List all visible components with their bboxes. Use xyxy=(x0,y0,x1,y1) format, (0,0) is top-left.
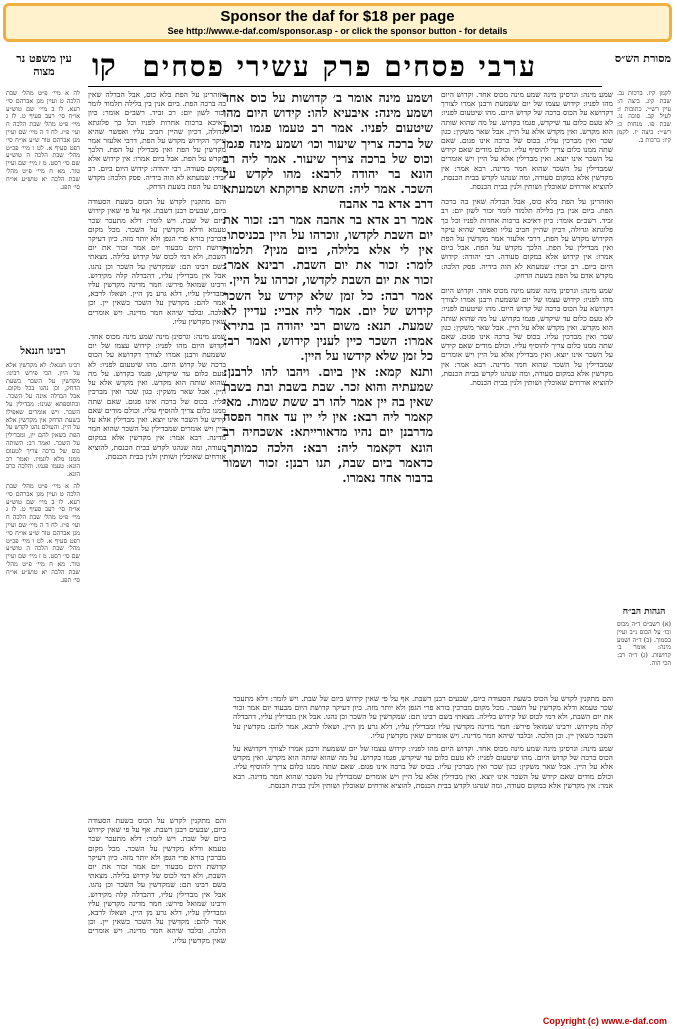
gemara-text-3: אמר רבה: כל זמן שלא קידש על השכר קידוש של יום. אמר ליה אביי: עדיין לא שמעת. תנא: משום רבי יהודה בן בתירא אמרו: השכר כיין לענין קידוש, ואמר רב: כל זמן שלא קידשו על היין. xyxy=(223,287,433,364)
gemara-text-4: ותנא קמא: אין ביום. ויהבו להו לרבנן: שמעתיה והוא זכר. שבת בשבת ובת בשבת שאין בה יין אמר להו רב ששת שמות. מאי קאמר ליה רבא: אין לי יין עד אחר הפסח מדרבנן יום נהיו מדאורייתא: אשכחיה רב הונא דקאמר ליה: רבא: הלכה כמותך. כדאמר ביום שבת, תנו רבנן: זכור ושמור בדבור אחד נאמרו. xyxy=(223,363,433,486)
sponsor-subtitle: See http://www.e-daf.com/sponsor.asp - or click the sponsor button - for details xyxy=(167,26,508,36)
hagahot-text: (א) רשב״ם ד״ה מכוס וכו׳ על הכוס נ״ב ועיין בסמוך. (ב) ד״ה ושמע מינה: אומר ב׳ קדושות. (ג) ד״ה רב: הכי הוה. xyxy=(617,621,671,667)
masoret-hashas-column xyxy=(617,90,671,610)
copyright-notice: Copyright (c) www.e-daf.com xyxy=(542,1016,667,1026)
rabbeinu-chananel-text: רבינו חננאל: לא מקדשין אלא על היין. הכי פירש רבינו: מקדשין על השכר בשעת הדחק, וכן נהגו בכל מקום. אבל הבדלה אינה על השכר. ובתוספתא שנינו: מבדילין על השכר. ויש אומרים שאפילו בשעת הדחק אין מקדשין אלא על היין. והעולם נהגו לקדש על הפת כשאין להם יין, ומבדילין על השכר. ואמר רב: השותה כוס של ברכה צריך לטעום ממנו מלא לוגמיו. ואמר רב הונא: טעמו פגמו. והלכה כרב הונא. xyxy=(6,362,80,479)
tosafot-column xyxy=(88,90,226,810)
bottom-commentary-left xyxy=(88,816,226,1010)
running-title: ערבי פסחים פרק עשירי פסחים xyxy=(142,50,537,83)
tosafot-text: ואזהרינן על הפת בלא כוס, אבל הבדלה שאין בה ברכה הפת. ביום אנין בין בלילה תלמוד לומר זכור לשון יום: רב זביד. רשב״ם אומר: כיון דאיכא ברכות אחרות לפניו וכל כך פלוגתא וגדולה, דכיון שהיין חביב עליו ואפשר שהיא עיקר הקידוש מקדש על הפת, דרבי אלעזר אמר מקדשין על הפת ואין מבדילין על הפת. הלכך מקדש על הפת. אבל ביום אמרו: אין קידוש אלא במקום סעודה. רבי יהודה: קידוש היום ביום. רב זביד: שמעתא לא הוה בידיה. פסק הלכה: מקדש אדם על הפת בשעת הדחק. xyxy=(88,90,226,192)
rabbeinu-chananel-column xyxy=(6,362,80,832)
bottom-commentary-left-text: והם מתקנין לקדש על הכוס בשעת הסעודה ביום, שבעים רבנן דשבת. אף על פי שאין קידוש ביום של שבת. ויש לומר: דלא מתעכר שכר טעמא ודלא מקדשין על השכר. מכל מקום מברכין בורא פרי הגפן ולא יותר מזה. כיון דעיקר קדושת היום מבעוד יום אמר זכור את יום השבת, ולא דמי לכוס של קידוש בלילה. מצאתי בשם רבינו תם: שמקדשין על השכר וכן נהגו. אבל אין מבדילין עליו, דהבדלה קלה מקידוש. ורבינו שמואל פירש: חמר מדינה מקדשין עליו ומבדילין עליו, דלא גרע מן היין. ושאלו לרבא, אמר להם: מקדשין על השכר כשאין יין. וכן הלכה. ובלבד שיהא חמר מדינה. ויש אומרים שאין מקדשין עליו. xyxy=(88,816,226,945)
hagahot-label: הגהות הב״ח xyxy=(622,607,666,617)
hagahot-column xyxy=(617,621,671,771)
tosafot-text-cont: והם מתקנין לקדש על הכוס בשעת הסעודה ביום, שבעים רבנן דשבת. אף על פי שאין קידוש ביום של שבת. ויש לומר: דלא מתעכר שכר טעמא ודלא מקדשין על השכר. מכל מקום מברכין בורא פרי הגפן ולא יותר מזה. כיון דעיקר קדושת היום מבעוד יום אמר זכור את יום השבת, ולא דמי לכוס של קידוש בלילה. מצאתי בשם רבינו תם: שמקדשין על השכר וכן נהגו. אבל אין מבדילין עליו, דהבדלה קלה מקידוש. ורבינו שמואל פירש: חמר מדינה מקדשין עליו ומבדילין עליו, דלא גרע מן היין. ושאלו לרבא, אמר להם: מקדשין על השכר כשאין יין. וכן הלכה. ובלבד שיהא חמר מדינה. ויש אומרים שאין מקדשין עליו. xyxy=(88,197,226,326)
sponsor-title: Sponsor the daf for $18 per page xyxy=(220,8,455,25)
rashbam-right-text: שמע מינה: וגרסינן מינה שמע מינה מכוס אחד. וקדוש היום מהו לפניו: קידוש עצמו של יום ששמעת ורבנן אמרו לצורך דקדושא על הכוס ברכה של קדוש היום. מהו שיטעום לפניו: לא טעם כלום עד שיקדש, פגמו בקדוש. על מה שהוא שותה הוא מקדש. ואין מקדש אלא על היין. אבל שאר משקין: כגון שכר ואין מברכין עליו. בכוס של ברכה אינו פגום. שאם שתה ממנו כלום צריך להוסיף עליו. וכולם מודים שאם קידש על השכר אינו יוצא. ואין מבדילין אלא על היין ויש אומרים שמבדילין על השכר שהוא חמר מדינה. רבא אמר: אין מקדשין אלא במקום סעודה, ומה שנהגו לקדש בבית הכנסת, להוציא אורחים שאוכלין ושותין ולנין בבית הכנסת. xyxy=(441,90,613,192)
ein-mishpat-label: עין משפט נר מצוה xyxy=(16,52,72,78)
rabbeinu-chananel-text-cont: לה א מיי׳ פ״ט מהל׳ שבת הלכה ט ועיין מגן אברהם סי׳ רעא. לו ב מיי׳ שם טוש״ע או״ח סי׳ רעב סעיף ט. לז ג מיי׳ פ״ט מהל׳ שבת הלכה ח ועי׳ פ״ז. לח ד ה מיי׳ שם ועיין מגן אברהם טור ש״ע או״ח סי׳ רפט סעיף א. לט ו מיי׳ פכ״ט מהל׳ שבת הלכה ה טוש״ע שם סי׳ רסט. מ ז מיי׳ שם ועיין טור. מא ח מיי׳ פ״ט מהל׳ שבת הלכה יא טוש״ע או״ח סי׳ תפג. xyxy=(6,482,80,584)
bottom-commentary-right xyxy=(233,694,613,1010)
gemara-text-2: אמר רב אדא בר אהבה אמר רב: זכור את יום השבת לקדשו, זוכרהו על היין בכניסתו. אין לי אלא בלילה, ביום מנין? תלמוד לומר: זכור את יום השבת. רבינא אמר: זכור את יום השבת לקדשו, זכרהו על היין. xyxy=(223,211,433,288)
gemara-text-1: ושמע מינה אומר ב׳ קדושות על כוס אחד ושמע מינה: איבעיא להו: קידוש היום מהו שיטעום לפניו. אמר רב טעמו פגמו וכוס של ברכה צריך שיעור וכו׳ ושמע מינה פגמו וכוס של ברכה צריך שיעור. אמר ליה רב הונא בר יהודה לרבא: מהו לקדש על השכר. אמר ליה: השתא פרוקתא ושמעתא דרב אדא בר אהבה xyxy=(223,90,433,212)
ein-mishpat-column xyxy=(6,90,80,338)
masoret-hashas-text: לקמן קיז. ברכות נב. שבת קיג. ביצה ה: עיין רש״י. כתובות ז: לעיל קב. סוכה נו. שבת פו. מנחות כ: רש״י: ביצה יז. לקמן קיז: ברכות ב. xyxy=(617,90,671,144)
masoret-hashas-label: מסורת הש״ס xyxy=(614,52,671,65)
bottom-commentary-right-text: והם מתקנין לקדש על הכוס בשעת הסעודה ביום, שבעים רבנן דשבת. אף על פי שאין קידוש ביום של שבת. ויש לומר: דלא מתעכר שכר טעמא ודלא מקדשין על השכר. מכל מקום מברכין בורא פרי הגפן ולא יותר מזה. כיון דעיקר קדושת היום מבעוד יום אמר זכור את יום השבת, ולא דמי לכוס של קידוש בלילה. מצאתי בשם רבינו תם: שמקדשין על השכר וכן נהגו. אבל אין מבדילין עליו, דהבדלה קלה מקידוש. ורבינו שמואל פירש: חמר מדינה מקדשין עליו ומבדילין עליו, דלא גרע מן היין. ושאלו לרבא, אמר להם: מקדשין על השכר כשאין יין. וכן הלכה. ובלבד שיהא חמר מדינה. ויש אומרים שאין מקדשין עליו. xyxy=(233,694,613,740)
rabbeinu-chananel-label: רבינו חננאל xyxy=(20,346,66,357)
ein-mishpat-text: לה א מיי׳ פ״ט מהל׳ שבת הלכה ט ועיין מגן אברהם סי׳ רעא. לו ב מיי׳ שם טוש״ע או״ח סי׳ רעב סעיף ט. לז ג מיי׳ פ״ט מהל׳ שבת הלכה ח ועי׳ פ״ז. לח ד ה מיי׳ שם ועיין מגן אברהם טור ש״ע או״ח סי׳ רפט סעיף א. לט ו מיי׳ פכ״ט מהל׳ שבת הלכה ה טוש״ע שם סי׳ רסט. מ ז מיי׳ שם ועיין טור. מא ח מיי׳ פ״ט מהל׳ שבת הלכה יא טוש״ע או״ח סי׳ תפג. xyxy=(6,90,80,191)
bottom-commentary-right-cont: שמע מינה: וגרסינן מינה שמע מינה מכוס אחד. וקדוש היום מהו לפניו: קידוש עצמו של יום ששמעת ורבנן אמרו לצורך דקדושא על הכוס ברכה של קדוש היום. מהו שיטעום לפניו: לא טעם כלום עד שיקדש, פגמו בקדוש. על מה שהוא שותה הוא מקדש. ואין מקדש אלא על היין. אבל שאר משקין: כגון שכר ואין מברכין עליו. בכוס של ברכה אינו פגום. שאם שתה ממנו כלום צריך להוסיף עליו. וכולם מודים שאם קידש על השכר אינו יוצא. ואין מבדילין אלא על היין ויש אומרים שמבדילין על השכר שהוא חמר מדינה. רבא אמר: אין מקדשין אלא במקום סעודה, ומה שנהגו לקדש בבית הכנסת, להוציא אורחים שאוכלין ושותין ולנין בבית הכנסת. xyxy=(233,744,613,790)
page-number: קו xyxy=(92,48,116,83)
rashbam-right-text-cont2: שמע מינה: וגרסינן מינה שמע מינה מכוס אחד. וקדוש היום מהו לפניו: קידוש עצמו של יום ששמעת ורבנן אמרו לצורך דקדושא על הכוס ברכה של קדוש היום. מהו שיטעום לפניו: לא טעם כלום עד שיקדש, פגמו בקדוש. על מה שהוא שותה הוא מקדש. ואין מקדש אלא על היין. אבל שאר משקין: כגון שכר ואין מברכין עליו. בכוס של ברכה אינו פגום. שאם שתה ממנו כלום צריך להוסיף עליו. וכולם מודים שאם קידש על השכר אינו יוצא. ואין מבדילין אלא על היין ויש אומרים שמבדילין על השכר שהוא חמר מדינה. רבא אמר: אין מקדשין אלא במקום סעודה, ומה שנהגו לקדש בבית הכנסת, להוציא אורחים שאוכלין ושותין ולנין בבית הכנסת. xyxy=(441,286,613,388)
gemara-column xyxy=(223,90,433,690)
talmud-page xyxy=(4,46,673,1014)
header-rule xyxy=(88,86,602,87)
rashbam-right-text-cont: ואזהרינן על הפת בלא כוס, אבל הבדלה שאין בה ברכה הפת. ביום אנין בין בלילה תלמוד לומר זכור לשון יום: רב זביד. רשב״ם אומר: כיון דאיכא ברכות אחרות לפניו וכל כך פלוגתא וגדולה, דכיון שהיין חביב עליו ואפשר שהיא עיקר הקידוש מקדש על הפת, דרבי אלעזר אמר מקדשין על הפת ואין מבדילין על הפת. הלכך מקדש על הפת. אבל ביום אמרו: אין קידוש אלא במקום סעודה. רבי יהודה: קידוש היום ביום. רב זביד: שמעתא לא הוה בידיה. פסק הלכה: מקדש אדם על הפת בשעת הדחק. xyxy=(441,197,613,280)
sponsor-banner[interactable] xyxy=(3,3,672,42)
tosafot-text-cont2: שמע מינה: וגרסינן מינה שמע מינה מכוס אחד. וקדוש היום מהו לפניו: קידוש עצמו של יום ששמעת ורבנן אמרו לצורך דקדושא על הכוס ברכה של קדוש היום. מהו שיטעום לפניו: לא טעם כלום עד שיקדש, פגמו בקדוש. על מה שהוא שותה הוא מקדש. ואין מקדש אלא על היין. אבל שאר משקין: כגון שכר ואין מברכין עליו. בכוס של ברכה אינו פגום. שאם שתה ממנו כלום צריך להוסיף עליו. וכולם מודים שאם קידש על השכר אינו יוצא. ואין מבדילין אלא על היין ויש אומרים שמבדילין על השכר שהוא חמר מדינה. רבא אמר: אין מקדשין אלא במקום סעודה, ומה שנהגו לקדש בבית הכנסת, להוציא אורחים שאוכלין ושותין ולנין בבית הכנסת. xyxy=(88,332,226,461)
